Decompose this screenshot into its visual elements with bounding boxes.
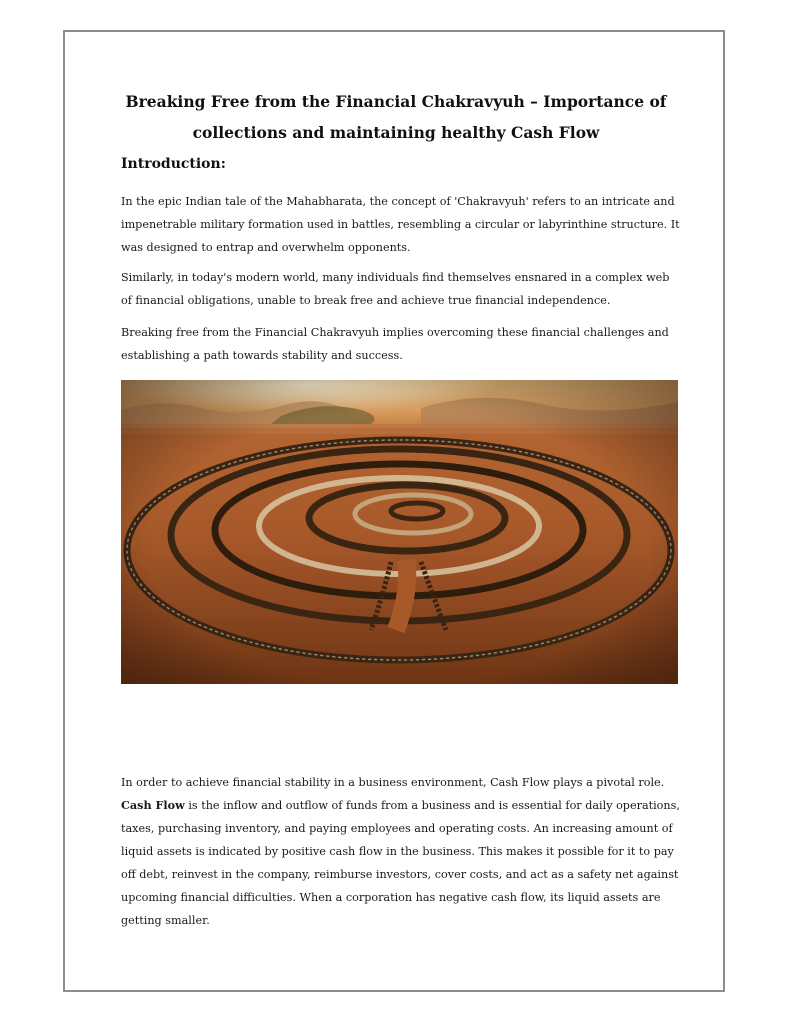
paragraph-chakravyuh: In the epic Indian tale of the Mahabharata, the concept of 'Chakravyuh' refers to an intricate and impenetrable military formation used in battles, resembling a circular or labyrinthine structure. It was designed to entrap and overwhelm opponents. [121, 195, 680, 254]
chakravyuh-illustration [121, 380, 678, 684]
introduction-heading: Introduction: [121, 156, 226, 172]
paragraph-modern-world: Similarly, in today's modern world, many individuals find themselves ensnared in a complex web of financial obligations, unable to break free and achieve true financial independence. [121, 271, 670, 307]
paragraph-cash-flow [121, 771, 681, 932]
cash-flow-bold-term: Cash Flow [121, 798, 185, 812]
cash-flow-definition-text: is the inflow and outflow of funds from a business and is essential for daily operations, taxes, purchasing inventory, and paying employees and operating costs. An increasing amount of liquid assets is indicated by positive cash flow in the business. This makes it possible for it to pay off debt, reinvest in the company, reimburse investors, cover costs, and act as a safety net against upcoming financial difficulties. When a corporation has negative cash flow, its liquid assets are getting smaller. [121, 799, 680, 927]
cash-flow-intro-text: In order to achieve financial stability in a business environment, Cash Flow plays a pivotal role. [121, 776, 665, 789]
document-title: Breaking Free from the Financial Chakravyuh – Importance of collections and maintaining healthy Cash Flow [125, 92, 667, 142]
chakravyuh-image [121, 380, 678, 684]
paragraph-breaking-free: Breaking free from the Financial Chakravyuh implies overcoming these financial challenges and establishing a path towards stability and success. [121, 326, 669, 362]
